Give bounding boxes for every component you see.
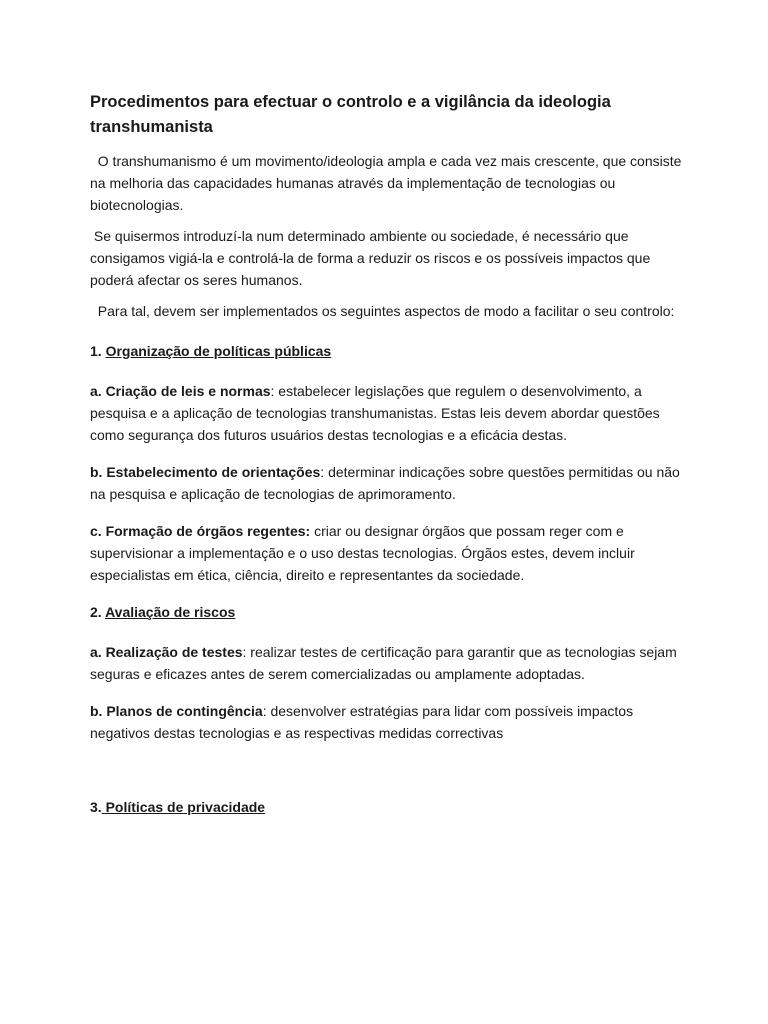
intro-paragraph-2	[90, 225, 690, 291]
item-text: : determinar indicações sobre questões permitidas ou não na pesquisa e aplicação de tecnologias de aprimoramento.	[90, 464, 680, 502]
item-label: a. Realização de testes	[90, 644, 243, 660]
intro-paragraph-3	[90, 300, 690, 322]
section-heading-2	[90, 601, 690, 623]
section-heading-1	[90, 340, 690, 362]
section-number-2: 2.	[90, 604, 102, 620]
item-text: : estabelecer legislações que regulem o desenvolvimento, a pesquisa e a aplicação de tecnologias transhumanistas. Estas leis devem abordar questões como segurança dos futuros usuários destas tecnologias e a eficácia destas.	[90, 383, 660, 443]
section-2-item-b	[90, 700, 690, 744]
intro-paragraph-1	[90, 150, 690, 216]
section-title-3: Políticas de privacidade	[101, 799, 266, 815]
item-label: b. Planos de contingência	[90, 703, 263, 719]
document-page	[90, 90, 690, 836]
intro-text-1: O transhumanismo é um movimento/ideologia ampla e cada vez mais crescente, que consiste na melhoria das capacidades humanas através da implementação de tecnologias ou biotecnologias.	[90, 153, 682, 213]
item-label: c. Formação de órgãos regentes:	[90, 523, 311, 539]
intro-text-3: Para tal, devem ser implementados os seguintes aspectos de modo a facilitar o seu controlo:	[97, 303, 675, 319]
item-label: a. Criação de leis e normas	[90, 383, 271, 399]
intro-text-2: Se quisermos introduzí-la num determinado ambiente ou sociedade, é necessário que consigamos vigiá-la e controlá-la de forma a reduzir os riscos e os possíveis impactos que poderá afectar os seres humanos.	[90, 228, 651, 288]
item-text: : realizar testes de certificação para garantir que as tecnologias sejam seguras e eficazes antes de serem comercializadas ou amplamente adoptadas.	[90, 644, 677, 682]
section-number-1: 1.	[90, 343, 102, 359]
item-text: : desenvolver estratégias para lidar com possíveis impactos negativos destas tecnologias e as respectivas medidas correctivas	[90, 703, 634, 741]
section-1-item-a	[90, 380, 690, 446]
section-number-3: 3.	[90, 799, 102, 815]
section-heading-3	[90, 796, 690, 818]
section-2-item-a	[90, 641, 690, 685]
section-1-item-c	[90, 520, 690, 586]
item-text: criar ou designar órgãos que possam reger com e supervisionar a implementação e o uso destas tecnologias. Órgãos estes, devem incluir especialistas em ética, ciência, direito e representantes da sociedade.	[90, 523, 635, 583]
document-title: Procedimentos para efectuar o controlo e a vigilância da ideologia transhumanista	[90, 93, 611, 136]
section-title-2: Avaliação de riscos	[105, 604, 236, 620]
item-label: b. Estabelecimento de orientações	[90, 464, 321, 480]
section-1-item-b	[90, 461, 690, 505]
section-title-1: Organização de políticas públicas	[105, 343, 332, 359]
